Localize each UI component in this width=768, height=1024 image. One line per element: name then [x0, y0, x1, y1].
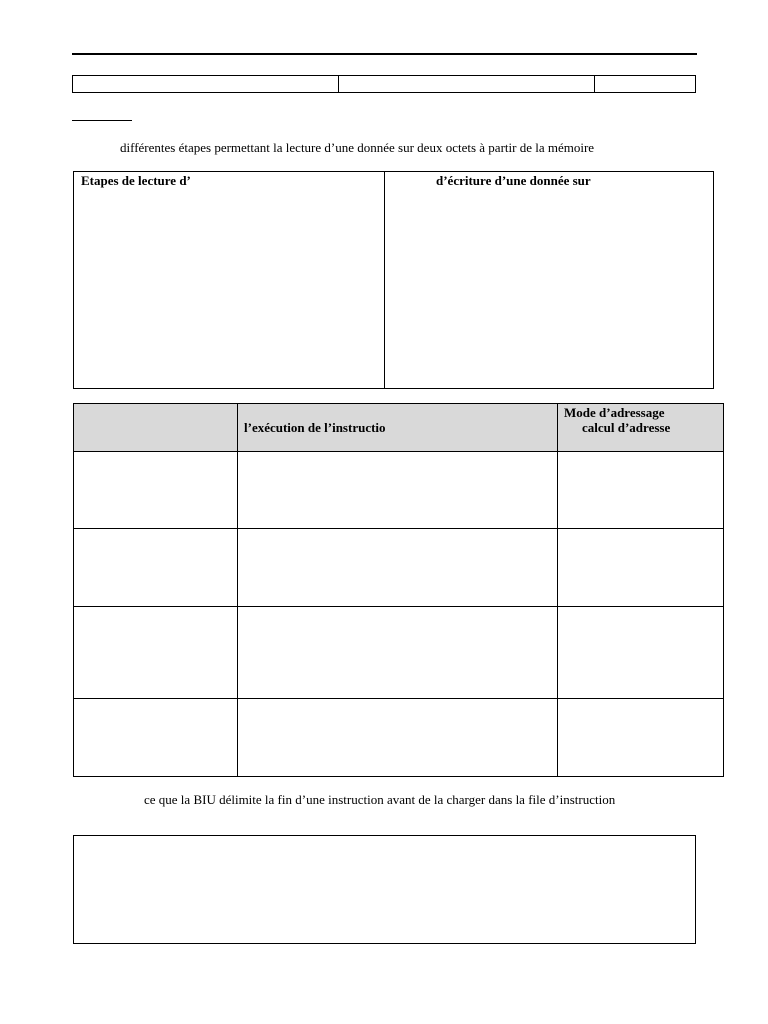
question-1-text: différentes étapes permettant la lecture d’une donnée sur deux octets à partir de la mémoire: [120, 140, 595, 155]
table-cell: [558, 607, 724, 699]
table-cell: [238, 529, 558, 607]
table-cell: [238, 452, 558, 529]
header-cell-1: [73, 76, 339, 92]
address-calc-header: calcul d’adresse: [582, 420, 671, 435]
instruction-table: [73, 403, 724, 777]
section-underline: [72, 120, 132, 121]
table-header-cell-2: [238, 404, 558, 452]
table-cell: [74, 699, 238, 777]
table-row: [74, 699, 724, 777]
table-row: [74, 529, 724, 607]
read-steps-column: [74, 172, 385, 388]
question-2-text: ce que la BIU délimite la fin d’une instruction avant de la charger dans la file d’instruction: [144, 792, 616, 807]
table-cell: [238, 699, 558, 777]
table-cell: [74, 607, 238, 699]
table-cell: [558, 452, 724, 529]
answer-box-read-write: [73, 171, 714, 389]
table-header-row: [74, 404, 724, 452]
answer-box-biu: [73, 835, 696, 944]
table-cell: [74, 452, 238, 529]
table-row: [74, 452, 724, 529]
header-row: [72, 75, 696, 93]
read-steps-header: Etapes de lecture d’: [81, 173, 191, 188]
table-cell: [558, 529, 724, 607]
table-header-cell-3: [558, 404, 724, 452]
table-cell: [558, 699, 724, 777]
header-cell-3: [595, 76, 695, 92]
execution-header: l’exécution de l’instructio: [244, 420, 386, 435]
top-rule: [72, 53, 697, 55]
table-cell: [74, 529, 238, 607]
write-steps-column: [385, 172, 713, 388]
table-row: [74, 607, 724, 699]
table-cell: [238, 607, 558, 699]
write-steps-header: d’écriture d’une donnée sur: [436, 173, 591, 188]
header-cell-2: [339, 76, 595, 92]
table-header-cell-1: [74, 404, 238, 452]
addressing-mode-header: Mode d’adressage: [564, 405, 665, 420]
